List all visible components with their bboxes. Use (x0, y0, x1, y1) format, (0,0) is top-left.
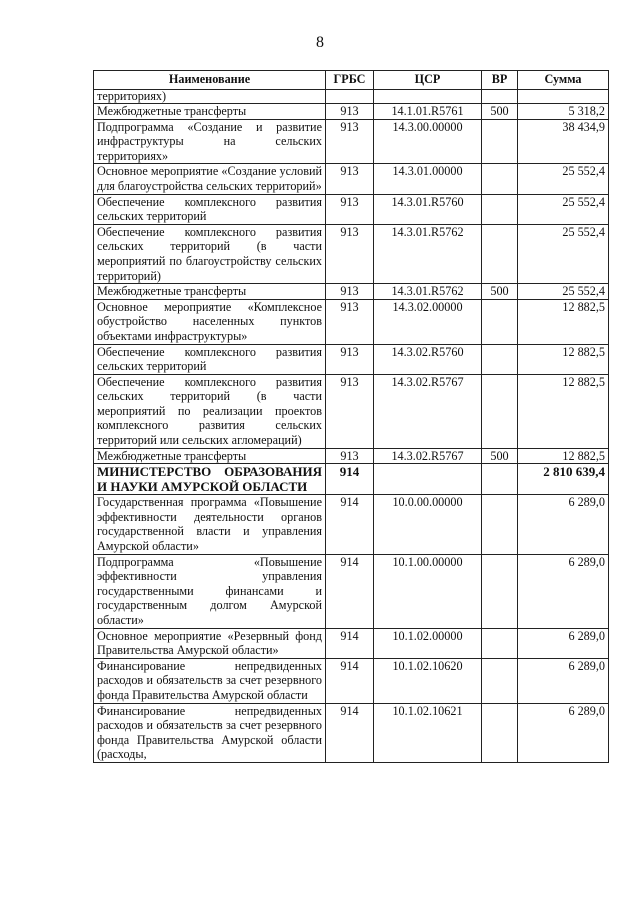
cell-csr: 14.3.01.00000 (374, 164, 482, 194)
cell-name: Основное мероприятие «Комплексное обустройство населенных пунктов объектами инфраструктуры» (94, 299, 326, 344)
cell-grbs: 913 (326, 299, 374, 344)
cell-sum: 6 289,0 (518, 658, 609, 703)
cell-vr (482, 703, 518, 762)
cell-vr (482, 224, 518, 283)
cell-name: Подпрограмма «Создание и развитие инфраструктуры на сельских территориях» (94, 119, 326, 164)
cell-name: МИНИСТЕРСТВО ОБРАЗОВАНИЯ И НАУКИ АМУРСКОЙ ОБЛАСТИ (94, 464, 326, 495)
cell-grbs: 913 (326, 374, 374, 448)
cell-vr (482, 658, 518, 703)
table-row (94, 90, 609, 104)
cell-csr: 14.3.00.00000 (374, 119, 482, 164)
cell-sum: 5 318,2 (518, 104, 609, 120)
cell-vr: 500 (482, 284, 518, 300)
cell-sum (518, 90, 609, 104)
header-sum: Сумма (518, 71, 609, 90)
cell-csr: 10.1.02.10621 (374, 703, 482, 762)
table-row (94, 495, 609, 554)
cell-csr: 14.3.02.00000 (374, 299, 482, 344)
cell-vr (482, 374, 518, 448)
cell-name: Обеспечение комплексного развития сельских территорий (94, 344, 326, 374)
cell-csr: 14.1.01.R5761 (374, 104, 482, 120)
cell-csr: 10.0.00.00000 (374, 495, 482, 554)
table-row (94, 554, 609, 628)
cell-name: территориях) (94, 90, 326, 104)
table-row (94, 224, 609, 283)
page-number: 8 (316, 34, 324, 51)
cell-grbs: 913 (326, 194, 374, 224)
cell-name: Финансирование непредвиденных расходов и обязательств за счет резервного фонда Правительства Амурской области (расходы, (94, 703, 326, 762)
budget-table (93, 70, 609, 763)
cell-csr: 14.3.02.R5767 (374, 448, 482, 464)
cell-name: Межбюджетные трансферты (94, 448, 326, 464)
cell-vr (482, 119, 518, 164)
cell-csr: 14.3.01.R5762 (374, 224, 482, 283)
cell-csr (374, 90, 482, 104)
cell-grbs: 914 (326, 628, 374, 658)
header-csr: ЦСР (374, 71, 482, 90)
table-row (94, 464, 609, 495)
cell-name: Финансирование непредвиденных расходов и обязательств за счет резервного фонда Правительства Амурской области (94, 658, 326, 703)
cell-grbs (326, 90, 374, 104)
cell-grbs: 914 (326, 464, 374, 495)
table-row (94, 448, 609, 464)
cell-vr (482, 554, 518, 628)
cell-grbs: 913 (326, 164, 374, 194)
cell-csr: 10.1.02.10620 (374, 658, 482, 703)
cell-vr: 500 (482, 448, 518, 464)
table-row (94, 164, 609, 194)
cell-sum: 12 882,5 (518, 374, 609, 448)
cell-sum: 38 434,9 (518, 119, 609, 164)
cell-grbs: 913 (326, 448, 374, 464)
cell-name: Основное мероприятие «Создание условий для благоустройства сельских территорий» (94, 164, 326, 194)
cell-grbs: 913 (326, 284, 374, 300)
cell-vr (482, 299, 518, 344)
cell-vr (482, 90, 518, 104)
cell-csr: 10.1.02.00000 (374, 628, 482, 658)
table-row (94, 119, 609, 164)
table-row (94, 104, 609, 120)
cell-csr: 14.3.01.R5762 (374, 284, 482, 300)
cell-grbs: 914 (326, 658, 374, 703)
header-grbs: ГРБС (326, 71, 374, 90)
cell-csr: 10.1.00.00000 (374, 554, 482, 628)
cell-name: Обеспечение комплексного развития сельских территорий (в части мероприятий по реализации проектов комплексного развития сельских территорий или сельских агломераций) (94, 374, 326, 448)
table-row (94, 658, 609, 703)
cell-grbs: 914 (326, 495, 374, 554)
cell-grbs: 914 (326, 703, 374, 762)
cell-sum: 25 552,4 (518, 194, 609, 224)
table-row (94, 344, 609, 374)
cell-csr: 14.3.02.R5760 (374, 344, 482, 374)
cell-grbs: 913 (326, 104, 374, 120)
table-row (94, 284, 609, 300)
cell-grbs: 914 (326, 554, 374, 628)
cell-name: Государственная программа «Повышение эффективности деятельности органов государственной власти и управления Амурской области» (94, 495, 326, 554)
cell-vr (482, 495, 518, 554)
cell-sum: 6 289,0 (518, 495, 609, 554)
cell-sum: 6 289,0 (518, 554, 609, 628)
cell-csr: 14.3.01.R5760 (374, 194, 482, 224)
cell-name: Межбюджетные трансферты (94, 284, 326, 300)
cell-sum: 2 810 639,4 (518, 464, 609, 495)
cell-sum: 25 552,4 (518, 224, 609, 283)
cell-name: Подпрограмма «Повышение эффективности управления государственными финансами и государственным долгом Амурской области» (94, 554, 326, 628)
table-row (94, 374, 609, 448)
header-name: Наименование (94, 71, 326, 90)
cell-name: Основное мероприятие «Резервный фонд Правительства Амурской области» (94, 628, 326, 658)
table-row (94, 703, 609, 762)
cell-grbs: 913 (326, 224, 374, 283)
cell-sum: 12 882,5 (518, 344, 609, 374)
cell-csr: 14.3.02.R5767 (374, 374, 482, 448)
cell-sum: 12 882,5 (518, 448, 609, 464)
table-row (94, 299, 609, 344)
cell-sum: 6 289,0 (518, 628, 609, 658)
cell-grbs: 913 (326, 344, 374, 374)
header-vr: ВР (482, 71, 518, 90)
cell-name: Обеспечение комплексного развития сельских территорий (94, 194, 326, 224)
cell-vr (482, 344, 518, 374)
cell-sum: 25 552,4 (518, 164, 609, 194)
cell-name: Обеспечение комплексного развития сельских территорий (в части мероприятий по благоустройству сельских территорий) (94, 224, 326, 283)
table-row (94, 194, 609, 224)
table-header-row (94, 71, 609, 90)
cell-sum: 12 882,5 (518, 299, 609, 344)
cell-vr (482, 628, 518, 658)
cell-csr (374, 464, 482, 495)
cell-vr: 500 (482, 104, 518, 120)
cell-vr (482, 194, 518, 224)
cell-vr (482, 464, 518, 495)
table-row (94, 628, 609, 658)
cell-sum: 25 552,4 (518, 284, 609, 300)
cell-name: Межбюджетные трансферты (94, 104, 326, 120)
cell-grbs: 913 (326, 119, 374, 164)
cell-vr (482, 164, 518, 194)
table-body (94, 90, 609, 763)
cell-sum: 6 289,0 (518, 703, 609, 762)
